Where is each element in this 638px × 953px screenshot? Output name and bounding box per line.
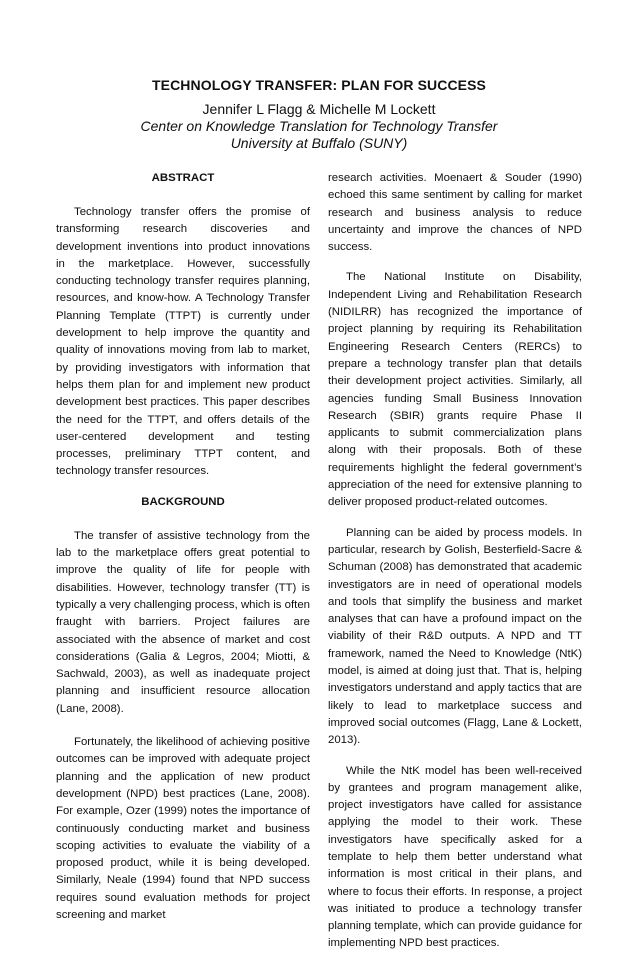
affiliation-university: University at Buffalo (SUNY): [230, 135, 408, 151]
right-column: [328, 170, 582, 953]
background-paragraph-1: The transfer of assistive technology from the lab to the marketplace offers great potential to improve the quality of life for people with disabilities. However, technology transfer (TT) is typically a very challenging process, which is often fraught with barriers. Project failures are associated with the absence of market and cost considerations (Galia & Legros, 2004; Miotti, & Sachwald, 2003), as well as inadequate project planning and insufficient resource allocation (Lane, 2008).: [56, 529, 310, 715]
abstract-heading: ABSTRACT: [151, 172, 215, 184]
nidilrr-paragraph: The National Institute on Disability, Independent Living and Rehabilitation Research (NIDILRR) has recognized the importance of project planning by requiring its Rehabilitation Engineering Research Centers (RERCs) to prepare a technology transfer plan that details their development project activities. Similarly, all agencies funding Small Business Innovation Research (SBIR) grants require Phase II applicants to submit commercialization plans along with their proposals. Both of these requirements highlight the federal government’s appreciation of the need for extensive planning to deliver proposed product-related outcomes.: [328, 271, 582, 509]
byline: [0, 101, 638, 152]
process-models-paragraph: Planning can be aided by process models. In particular, research by Golish, Besterfield-Sacre & Schuman (2008) has demonstrated that academic investigators are in need of operational models and tools that simplify the business and market analyses that can have a profound impact on the viability of their R&D outputs. A NPD and TT framework, named the Need to Knowledge (NtK) model, is aimed at doing just that. That is, helping investigators understand and apply tactics that are likely to lead to marketplace success and improved social outcomes (Flagg, Lane & Lockett, 2013).: [328, 526, 582, 747]
left-column: [56, 170, 310, 924]
ntk-template-paragraph: While the NtK model has been well-received by grantees and program management alike, project investigators have called for assistance applying the model to their work. These investigators have specifically asked for a template to help them better understand what information is most critical in their plans, and where to focus their efforts. In response, a project was initiated to produce a technology transfer planning template, which can provide guidance for implementing NPD best practices.: [328, 764, 582, 950]
background-heading: BACKGROUND: [141, 495, 225, 508]
background-paragraph-2: Fortunately, the likelihood of achieving positive outcomes can be improved with adequate project planning and the application of new product development (NPD) best practices (Lane, 2008). For example, Ozer (1999) notes the importance of continuously conducting market and business scoping activities to evaluate the viability of a proposed product, while it is being developed. Similarly, Neale (1994) found that NPD success requires sound evaluation methods for project screening and market: [56, 736, 310, 921]
abstract-text: Technology transfer offers the promise of transforming research discoveries and development inventions into product innovations in the marketplace. However, successfully conducting technology transfer requires planning, resources, and know-how. A Technology Transfer Planning Template (TTPT) is currently under development to help improve the quantity and quality of innovations moving from lab to market, by providing investigators with information that helps them plan for and implement new product development best practices. This paper describes the need for the TTPT, and offers details of the user-centered development and testing processes, preliminary TTPT content, and technology transfer resources.: [56, 206, 310, 478]
paper-title: TECHNOLOGY TRANSFER: PLAN FOR SUCCESS: [151, 77, 486, 93]
authors: Jennifer L Flagg & Michelle M Lockett: [202, 101, 436, 117]
affiliation-center: Center on Knowledge Translation for Technology Transfer: [140, 118, 498, 134]
continued-paragraph: research activities. Moenaert & Souder (1990) echoed this same sentiment by calling for market research and business analysis to reduce uncertainty and improve the chances of NPD success.: [328, 172, 582, 254]
